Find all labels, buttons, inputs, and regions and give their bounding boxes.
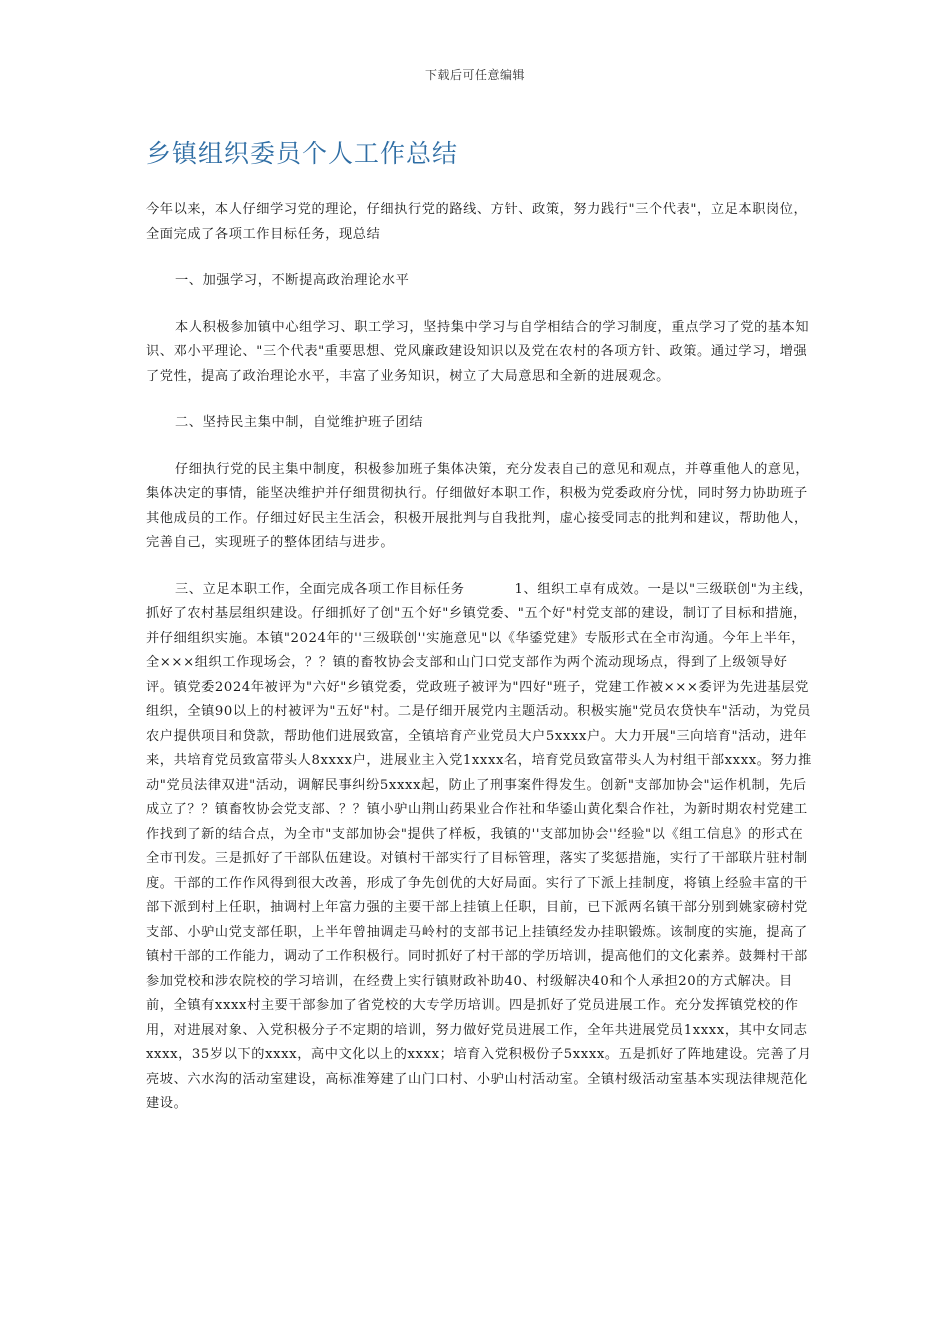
document-body [146,198,814,1139]
document-title: 乡镇组织委员个人工作总结 [146,139,459,168]
section-3-body: 一是以"三级联创"为主线，抓好了农村基层组织建设。仔细抓好了创"五个好"乡镇党委、"五个好"村党支部的建设，制订了目标和措施，并仔细组织实施。本镇"2024年的''三级联创''实施意见"以《华鋈党建》专版形式在全市沟通。今年上半年，全×××组织工作现场会，？？镇的畜牧协会支部和山门口党支部作为两个流动现场点，得到了上级领导好评。镇党委2024年被评为"六好"乡镇党委，党政班子被评为"四好"班子，党建工作被×××委评为先进基层党组织，全镇90以上的村被评为"五好"村。二是仔细开展党内主题活动。积极实施"党员农贷快车"活动，为党员农户提供项目和贷款，帮助他们进展致富，全镇培育产业党员大户5xxxx户。大力开展"三向培育"活动，进年来，共培育党员致富带头人8xxxx户，进展业主入党1xxxx名，培育党员致富带头人为村组干部xxxx。努力推动"党员法律双进"活动，调解民事纠纷5xxxx起，防止了刑事案件得发生。创新"支部加协会"运作机制，先后成立了？？镇畜牧协会党支部、？？镇小驴山荆山药果业合作社和华鋈山黄化梨合作社，为新时期农村党建工作找到了新的结合点，为全市"支部加协会"提供了样板，我镇的''支部加协会''经验"以《组工信息》的形式在全市刊发。三是抓好了干部队伍建设。对镇村干部实行了目标管理，落实了奖惩措施，实行了干部联片驻村制度。干部的工作作风得到很大改善，形成了争先创优的大好局面。实行了下派上挂制度，将镇上经验丰富的干部下派到村上任职，抽调村上年富力强的主要干部上挂镇上任职，目前，已下派两名镇干部分别到姚家磅村党支部、小驴山党支部任职，上半年曾抽调走马岭村的支部书记上挂镇经发办挂职锻炼。该制度的实施，提高了镇村干部的工作能力，调动了工作积极行。同时抓好了村干部的学历培训，提高他们的文化素养。鼓舞村干部参加党校和涉农院校的学习培训，在经费上实行镇财政补助40、村级解决40和个人承担20的方式解决。目前，全镇有xxxx村主要干部参加了省党校的大专学历培训。四是抓好了党员进展工作。充分发挥镇党校的作用，对进展对象、入党积极分子不定期的培训，努力做好党员进展工作，全年共进展党员1xxxx，其中女同志xxxx，35岁以下的xxxx，高中文化以上的xxxx；培育入党积极份子5xxxx。五是抓好了阵地建设。完善了月亮坡、六水沟的活动室建设，高标准筹建了山门口村、小驴山村活动室。全镇村级活动室基本实现法律规范化建设。 [146,581,813,1111]
section-2-paragraph: 仔细执行党的民主集中制度，积极参加班子集体决策，充分发表自己的意见和观点，并尊重他人的意见，集体决定的事情，能坚决维护并仔细贯彻执行。仔细做好本职工作，积极为党委政府分忧，同时努力协助班子其他成员的工作。仔细过好民主生活会，积极开展批判与自我批判，虚心接受同志的批判和建议，帮助他人，完善自己，实现班子的整体团结与进步。 [146,461,810,550]
section-1-paragraph: 本人积极参加镇中心组学习、职工学习，坚持集中学习与自学相结合的学习制度，重点学习了党的基本知识、邓小平理论、"三个代表"重要思想、党风廉政建设知识以及党在农村的各项方针、政策。通过学习，增强了党性，提高了政治理论水平，丰富了业务知识，树立了大局意思和全新的进展观念。 [146,319,810,384]
header-note: 下载后可任意编辑 [424,68,525,82]
intro-paragraph: 今年以来，本人仔细学习党的理论，仔细执行党的路线、方针、政策，努力践行"三个代表"，立足本职岗位，全面完成了各项工作目标任务，现总结 [146,202,808,242]
section-1-heading: 一、加强学习，不断提高政治理论水平 [175,273,410,288]
section-3-heading: 三、立足本职工作，全面完成各项工作目标任务 [175,581,465,597]
section-3-subheading: 1、组织工卓有成效。 [514,581,648,597]
section-3-paragraph [146,578,814,1117]
section-2-heading: 二、坚持民主集中制，自觉维护班子团结 [175,415,424,430]
